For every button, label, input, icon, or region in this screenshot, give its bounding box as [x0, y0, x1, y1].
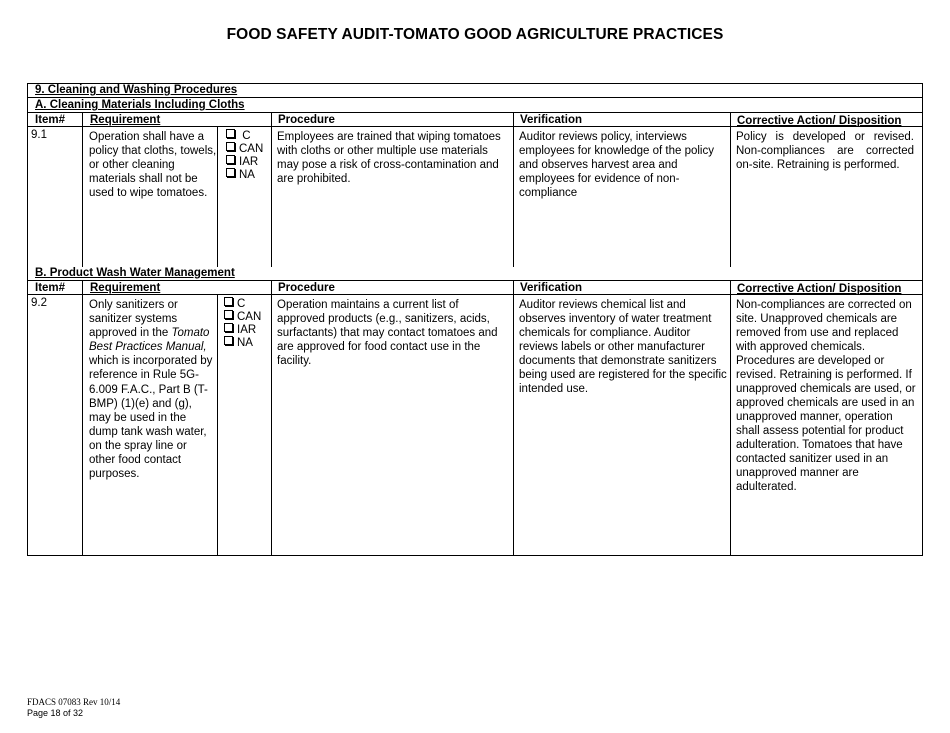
column-headers-a	[28, 113, 922, 127]
column-divider	[82, 281, 83, 556]
option-can[interactable]	[226, 142, 263, 155]
option-label: C	[242, 130, 251, 142]
header-item: Item#	[35, 282, 66, 294]
option-c[interactable]	[224, 297, 261, 310]
header-requirement: Requirement	[90, 114, 161, 126]
header-procedure: Procedure	[278, 114, 335, 126]
header-requirement: Requirement	[90, 282, 161, 294]
option-label: C	[237, 298, 246, 310]
column-divider	[730, 113, 731, 267]
column-divider	[513, 113, 514, 267]
checkbox-icon	[224, 336, 233, 345]
checkbox-icon	[224, 323, 233, 332]
checkbox-icon	[226, 155, 235, 164]
item-number: 9.1	[31, 129, 47, 141]
table-row	[28, 127, 922, 267]
option-label: CAN	[239, 143, 264, 155]
header-item: Item#	[35, 114, 66, 126]
option-label: NA	[237, 337, 253, 349]
form-number: FDACS 07083 Rev 10/14	[27, 697, 121, 707]
column-divider	[271, 281, 272, 556]
requirement-part-1: Only sanitizers or sanitizer systems approved in the	[89, 299, 178, 340]
option-c[interactable]	[226, 129, 263, 142]
header-corrective: Corrective Action/ Disposition	[737, 283, 902, 295]
verification-text: Auditor reviews policy, interviews employees for knowledge of the policy and observes harvest area and employees for evidence of non-compliance	[519, 131, 714, 199]
requirement-text	[89, 298, 215, 481]
column-divider	[217, 295, 218, 556]
option-na[interactable]	[226, 168, 263, 181]
option-label: IAR	[239, 156, 259, 168]
subsection-b-header: B. Product Wash Water Management	[28, 267, 922, 281]
column-divider	[271, 113, 272, 267]
option-can[interactable]	[224, 310, 261, 323]
column-divider	[82, 113, 83, 267]
page-footer	[27, 697, 120, 719]
item-number: 9.2	[31, 297, 47, 309]
compliance-options	[224, 297, 261, 349]
document-title: FOOD SAFETY AUDIT-TOMATO GOOD AGRICULTURE PRACTICES	[226, 26, 724, 43]
manual-title: Tomato Best Practices Manual,	[89, 327, 210, 354]
option-label: CAN	[237, 311, 262, 323]
option-na[interactable]	[224, 336, 261, 349]
requirement-text: Operation shall have a policy that cloths, towels, or other cleaning materials shall not be used to wipe tomatoes.	[89, 131, 217, 199]
header-verification: Verification	[520, 114, 582, 126]
corrective-text: Non-compliances are corrected on site. Unapproved chemicals are removed from use and replaced with approved chemicals. Procedures are developed or revised. Retraining is performed. If unapproved chemicals are used, or approved chemicals are used in an unapproved manner, operation shall assess potential for product adulteration. Tomatoes that have contacted sanitizer used in an unapproved manner are adulterated.	[736, 299, 916, 493]
corrective-text: Policy is developed or revised. Non-compliances are corrected on-site. Retraining is performed.	[736, 131, 914, 171]
option-label: NA	[239, 169, 255, 181]
requirement-part-2: which is incorporated by reference in Rule 5G-6.009 F.A.C., Part B (T-BMP) (1)(e) and (g), may be used in the dump tank wash water, on the spray line or other food contact purposes.	[89, 355, 213, 481]
header-verification: Verification	[520, 282, 582, 294]
column-divider	[217, 127, 218, 267]
section-header: 9. Cleaning and Washing Procedures	[28, 84, 922, 98]
checkbox-icon	[224, 297, 233, 306]
audit-table	[27, 83, 923, 556]
checkbox-icon	[226, 168, 235, 177]
checkbox-icon	[224, 310, 233, 319]
subsection-a-header: A. Cleaning Materials Including Cloths	[28, 98, 922, 113]
checkbox-icon	[226, 142, 235, 151]
column-divider	[730, 281, 731, 556]
header-corrective: Corrective Action/ Disposition	[737, 115, 902, 127]
header-procedure: Procedure	[278, 282, 335, 294]
checkbox-icon	[226, 129, 235, 138]
verification-text: Auditor reviews chemical list and observes inventory of water treatment chemicals for compliance. Auditor reviews labels or other manufacturer documents that demonstrate sanitizers being used are registered for the specific intended use.	[519, 299, 727, 395]
option-label: IAR	[237, 324, 257, 336]
column-divider	[513, 281, 514, 556]
column-headers-b	[28, 281, 922, 295]
option-iar[interactable]	[226, 155, 263, 168]
option-iar[interactable]	[224, 323, 261, 336]
table-row	[28, 295, 922, 555]
page-number: Page 18 of 32	[27, 708, 84, 718]
procedure-text: Employees are trained that wiping tomatoes with cloths or other multiple use materials may pose a risk of cross-contamination and are prohibited.	[277, 131, 501, 185]
procedure-text: Operation maintains a current list of approved products (e.g., sanitizers, acids, surfactants) that may contact tomatoes and are approved for food contact use in the facility.	[277, 299, 498, 367]
compliance-options	[226, 129, 263, 181]
